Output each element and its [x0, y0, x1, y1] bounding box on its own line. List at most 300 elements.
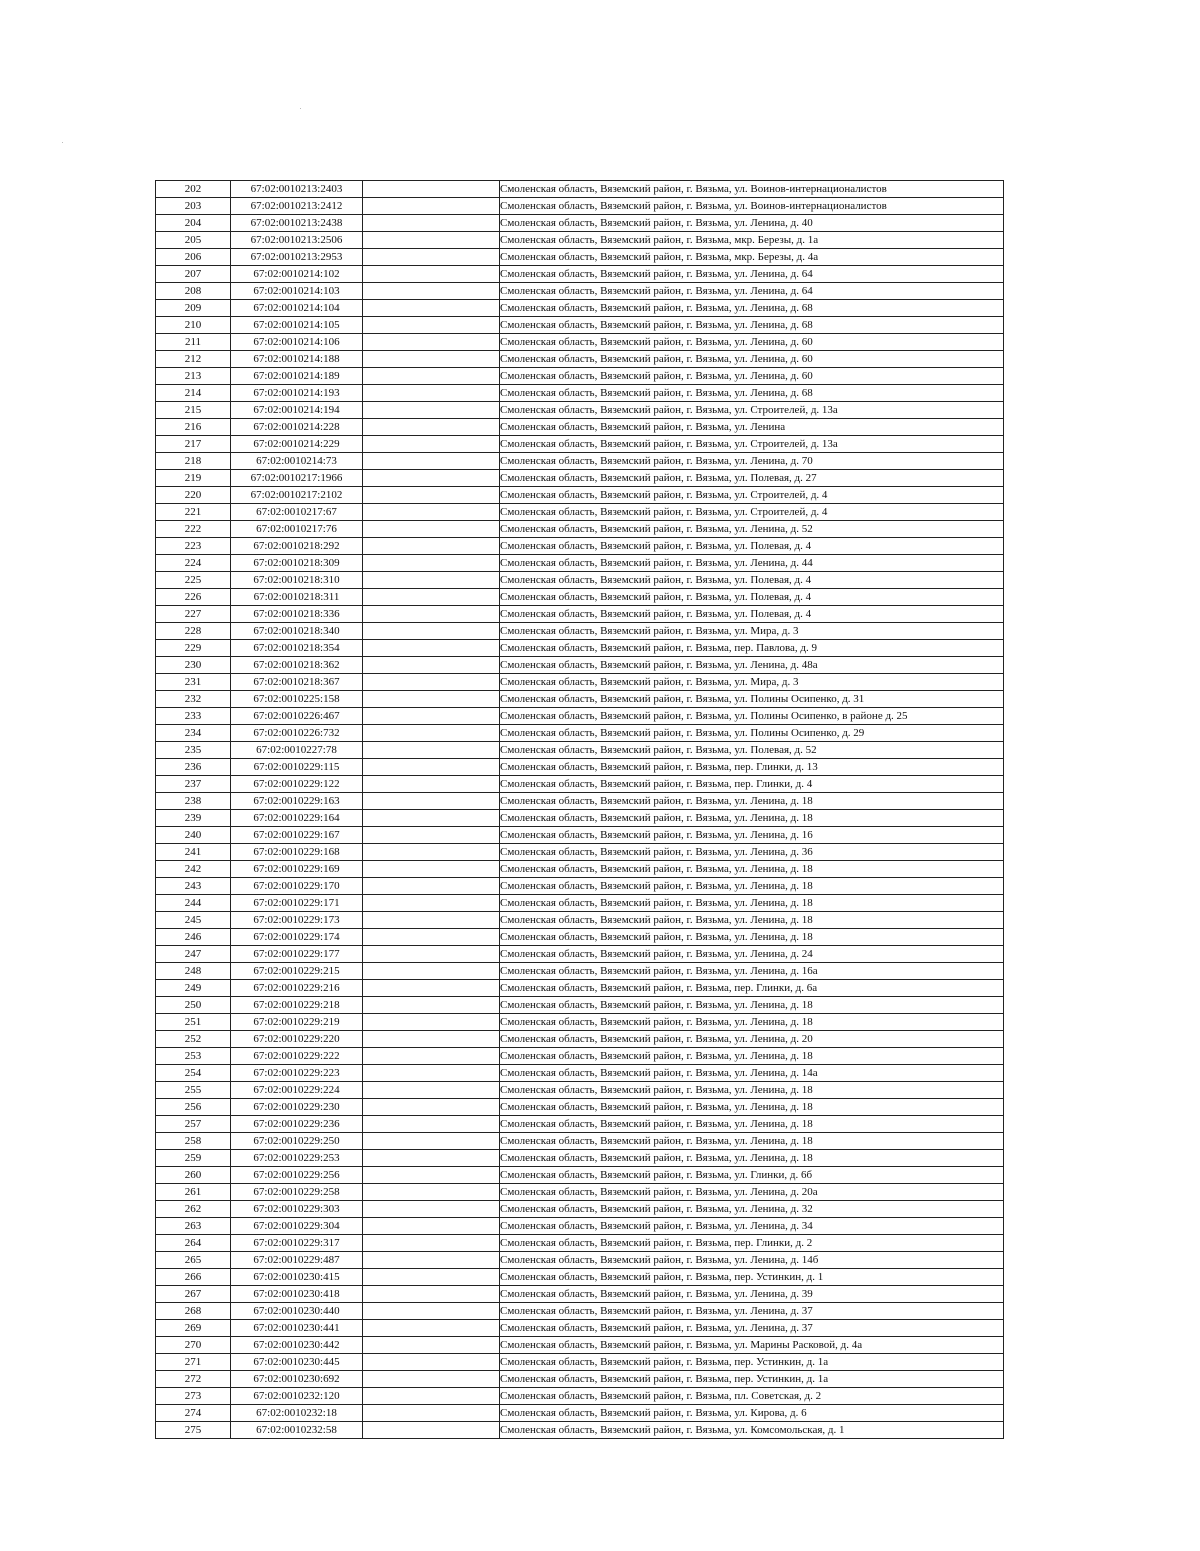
address-cell: Смоленская область, Вяземский район, г. Вязьма, ул. Полевая, д. 4	[500, 606, 1004, 623]
address-cell: Смоленская область, Вяземский район, г. Вязьма, ул. Ленина, д. 18	[500, 1099, 1004, 1116]
empty-cell	[363, 759, 500, 776]
address-cell: Смоленская область, Вяземский район, г. Вязьма, ул. Ленина, д. 18	[500, 1116, 1004, 1133]
table-row	[156, 929, 1004, 946]
table-row	[156, 538, 1004, 555]
cadastral-number-cell: 67:02:0010230:415	[231, 1269, 363, 1286]
empty-cell	[363, 861, 500, 878]
row-number-cell: 208	[156, 283, 231, 300]
table-row	[156, 895, 1004, 912]
cadastral-number-cell: 67:02:0010217:2102	[231, 487, 363, 504]
table-row	[156, 1031, 1004, 1048]
row-number-cell: 227	[156, 606, 231, 623]
empty-cell	[363, 963, 500, 980]
row-number-cell: 256	[156, 1099, 231, 1116]
address-cell: Смоленская область, Вяземский район, г. Вязьма, ул. Полины Осипенко, в районе д. 25	[500, 708, 1004, 725]
address-cell: Смоленская область, Вяземский район, г. Вязьма, ул. Ленина, д. 68	[500, 385, 1004, 402]
address-cell: Смоленская область, Вяземский район, г. Вязьма, пер. Глинки, д. 13	[500, 759, 1004, 776]
cadastral-number-cell: 67:02:0010232:120	[231, 1388, 363, 1405]
table-row	[156, 1167, 1004, 1184]
table-row	[156, 810, 1004, 827]
address-cell: Смоленская область, Вяземский район, г. Вязьма, ул. Полины Осипенко, д. 29	[500, 725, 1004, 742]
row-number-cell: 209	[156, 300, 231, 317]
row-number-cell: 234	[156, 725, 231, 742]
cadastral-number-cell: 67:02:0010232:18	[231, 1405, 363, 1422]
empty-cell	[363, 708, 500, 725]
row-number-cell: 226	[156, 589, 231, 606]
row-number-cell: 271	[156, 1354, 231, 1371]
cadastral-number-cell: 67:02:0010229:170	[231, 878, 363, 895]
cadastral-number-cell: 67:02:0010214:194	[231, 402, 363, 419]
address-cell: Смоленская область, Вяземский район, г. Вязьма, ул. Ленина, д. 18	[500, 1048, 1004, 1065]
empty-cell	[363, 1048, 500, 1065]
row-number-cell: 255	[156, 1082, 231, 1099]
cadastral-number-cell: 67:02:0010218:362	[231, 657, 363, 674]
row-number-cell: 203	[156, 198, 231, 215]
row-number-cell: 205	[156, 232, 231, 249]
row-number-cell: 217	[156, 436, 231, 453]
cadastral-number-cell: 67:02:0010226:467	[231, 708, 363, 725]
cadastral-number-cell: 67:02:0010229:218	[231, 997, 363, 1014]
table-row	[156, 725, 1004, 742]
empty-cell	[363, 572, 500, 589]
row-number-cell: 274	[156, 1405, 231, 1422]
address-cell: Смоленская область, Вяземский район, г. Вязьма, ул. Полевая, д. 4	[500, 572, 1004, 589]
empty-cell	[363, 1354, 500, 1371]
table-row	[156, 198, 1004, 215]
address-cell: Смоленская область, Вяземский район, г. Вязьма, ул. Ленина, д. 60	[500, 334, 1004, 351]
empty-cell	[363, 1252, 500, 1269]
row-number-cell: 239	[156, 810, 231, 827]
table-row	[156, 1184, 1004, 1201]
cadastral-number-cell: 67:02:0010229:163	[231, 793, 363, 810]
table-row	[156, 181, 1004, 198]
cadastral-number-cell: 67:02:0010213:2506	[231, 232, 363, 249]
empty-cell	[363, 793, 500, 810]
empty-cell	[363, 1116, 500, 1133]
row-number-cell: 228	[156, 623, 231, 640]
address-cell: Смоленская область, Вяземский район, г. Вязьма, ул. Ленина, д. 60	[500, 351, 1004, 368]
empty-cell	[363, 980, 500, 997]
cadastral-number-cell: 67:02:0010214:103	[231, 283, 363, 300]
table-row	[156, 1337, 1004, 1354]
empty-cell	[363, 215, 500, 232]
cadastral-number-cell: 67:02:0010218:292	[231, 538, 363, 555]
table-row	[156, 1235, 1004, 1252]
address-cell: Смоленская область, Вяземский район, г. Вязьма, пер. Устинкин, д. 1	[500, 1269, 1004, 1286]
row-number-cell: 265	[156, 1252, 231, 1269]
table-row	[156, 963, 1004, 980]
empty-cell	[363, 606, 500, 623]
row-number-cell: 248	[156, 963, 231, 980]
empty-cell	[363, 283, 500, 300]
address-cell: Смоленская область, Вяземский район, г. Вязьма, пер. Глинки, д. 4	[500, 776, 1004, 793]
cadastral-number-cell: 67:02:0010218:311	[231, 589, 363, 606]
empty-cell	[363, 351, 500, 368]
cadastral-number-cell: 67:02:0010229:219	[231, 1014, 363, 1031]
table-row	[156, 674, 1004, 691]
empty-cell	[363, 997, 500, 1014]
table-row	[156, 572, 1004, 589]
cadastral-number-cell: 67:02:0010229:222	[231, 1048, 363, 1065]
address-cell: Смоленская область, Вяземский район, г. Вязьма, ул. Ленина, д. 36	[500, 844, 1004, 861]
empty-cell	[363, 657, 500, 674]
address-cell: Смоленская область, Вяземский район, г. Вязьма, ул. Ленина, д. 18	[500, 912, 1004, 929]
table-row	[156, 300, 1004, 317]
cadastral-number-cell: 67:02:0010214:189	[231, 368, 363, 385]
row-number-cell: 259	[156, 1150, 231, 1167]
row-number-cell: 215	[156, 402, 231, 419]
row-number-cell: 242	[156, 861, 231, 878]
table-row	[156, 606, 1004, 623]
empty-cell	[363, 1014, 500, 1031]
table-row	[156, 912, 1004, 929]
cadastral-number-cell: 67:02:0010213:2403	[231, 181, 363, 198]
row-number-cell: 220	[156, 487, 231, 504]
table-row	[156, 1388, 1004, 1405]
address-cell: Смоленская область, Вяземский район, г. Вязьма, ул. Ленина, д. 32	[500, 1201, 1004, 1218]
address-cell: Смоленская область, Вяземский район, г. Вязьма, ул. Ленина, д. 37	[500, 1303, 1004, 1320]
row-number-cell: 218	[156, 453, 231, 470]
row-number-cell: 231	[156, 674, 231, 691]
row-number-cell: 235	[156, 742, 231, 759]
table-row	[156, 827, 1004, 844]
address-cell: Смоленская область, Вяземский район, г. Вязьма, ул. Ленина, д. 52	[500, 521, 1004, 538]
cadastral-number-cell: 67:02:0010217:1966	[231, 470, 363, 487]
empty-cell	[363, 1303, 500, 1320]
cadastral-number-cell: 67:02:0010230:418	[231, 1286, 363, 1303]
address-cell: Смоленская область, Вяземский район, г. Вязьма, ул. Ленина, д. 18	[500, 1150, 1004, 1167]
address-cell: Смоленская область, Вяземский район, г. Вязьма, ул. Полевая, д. 52	[500, 742, 1004, 759]
cadastral-number-cell: 67:02:0010229:216	[231, 980, 363, 997]
empty-cell	[363, 1422, 500, 1439]
table-row	[156, 1405, 1004, 1422]
table-row	[156, 1099, 1004, 1116]
cadastral-number-cell: 67:02:0010229:169	[231, 861, 363, 878]
address-cell: Смоленская область, Вяземский район, г. Вязьма, мкр. Березы, д. 4а	[500, 249, 1004, 266]
empty-cell	[363, 623, 500, 640]
empty-cell	[363, 1031, 500, 1048]
cadastral-number-cell: 67:02:0010229:167	[231, 827, 363, 844]
empty-cell	[363, 1371, 500, 1388]
empty-cell	[363, 1269, 500, 1286]
cadastral-number-cell: 67:02:0010213:2438	[231, 215, 363, 232]
cadastral-number-cell: 67:02:0010217:76	[231, 521, 363, 538]
cadastral-number-cell: 67:02:0010218:340	[231, 623, 363, 640]
row-number-cell: 222	[156, 521, 231, 538]
address-cell: Смоленская область, Вяземский район, г. Вязьма, ул. Кирова, д. 6	[500, 1405, 1004, 1422]
cadastral-number-cell: 67:02:0010217:67	[231, 504, 363, 521]
table-row	[156, 504, 1004, 521]
table-row	[156, 946, 1004, 963]
table-row	[156, 521, 1004, 538]
row-number-cell: 273	[156, 1388, 231, 1405]
address-cell: Смоленская область, Вяземский район, г. Вязьма, ул. Ленина, д. 18	[500, 895, 1004, 912]
row-number-cell: 268	[156, 1303, 231, 1320]
empty-cell	[363, 589, 500, 606]
address-cell: Смоленская область, Вяземский район, г. Вязьма, ул. Ленина, д. 39	[500, 1286, 1004, 1303]
cadastral-number-cell: 67:02:0010230:440	[231, 1303, 363, 1320]
cadastral-number-cell: 67:02:0010214:188	[231, 351, 363, 368]
cadastral-number-cell: 67:02:0010230:692	[231, 1371, 363, 1388]
address-cell: Смоленская область, Вяземский район, г. Вязьма, ул. Строителей, д. 13а	[500, 436, 1004, 453]
empty-cell	[363, 742, 500, 759]
address-cell: Смоленская область, Вяземский район, г. Вязьма, ул. Ленина, д. 14б	[500, 1252, 1004, 1269]
table-row	[156, 1048, 1004, 1065]
empty-cell	[363, 300, 500, 317]
address-cell: Смоленская область, Вяземский район, г. Вязьма, ул. Ленина, д. 68	[500, 317, 1004, 334]
cadastral-number-cell: 67:02:0010229:256	[231, 1167, 363, 1184]
empty-cell	[363, 266, 500, 283]
address-cell: Смоленская область, Вяземский район, г. Вязьма, ул. Ленина, д. 37	[500, 1320, 1004, 1337]
address-cell: Смоленская область, Вяземский район, г. Вязьма, ул. Ленина, д. 18	[500, 1133, 1004, 1150]
address-cell: Смоленская область, Вяземский район, г. Вязьма, ул. Полевая, д. 4	[500, 589, 1004, 606]
cadastral-number-cell: 67:02:0010218:354	[231, 640, 363, 657]
cadastral-number-cell: 67:02:0010218:309	[231, 555, 363, 572]
row-number-cell: 249	[156, 980, 231, 997]
table-row	[156, 1252, 1004, 1269]
table-row	[156, 334, 1004, 351]
table-row	[156, 436, 1004, 453]
cadastral-number-cell: 67:02:0010229:115	[231, 759, 363, 776]
row-number-cell: 260	[156, 1167, 231, 1184]
empty-cell	[363, 1388, 500, 1405]
row-number-cell: 246	[156, 929, 231, 946]
table-row	[156, 1422, 1004, 1439]
cadastral-number-cell: 67:02:0010229:168	[231, 844, 363, 861]
empty-cell	[363, 1320, 500, 1337]
empty-cell	[363, 555, 500, 572]
table-row	[156, 1082, 1004, 1099]
cadastral-number-cell: 67:02:0010229:487	[231, 1252, 363, 1269]
table-row	[156, 402, 1004, 419]
empty-cell	[363, 334, 500, 351]
table-row	[156, 997, 1004, 1014]
cadastral-number-cell: 67:02:0010230:441	[231, 1320, 363, 1337]
cadastral-number-cell: 67:02:0010214:104	[231, 300, 363, 317]
row-number-cell: 223	[156, 538, 231, 555]
address-cell: Смоленская область, Вяземский район, г. Вязьма, ул. Ленина, д. 16а	[500, 963, 1004, 980]
empty-cell	[363, 1405, 500, 1422]
cadastral-number-cell: 67:02:0010229:171	[231, 895, 363, 912]
table-row	[156, 776, 1004, 793]
row-number-cell: 269	[156, 1320, 231, 1337]
scan-speck	[300, 108, 301, 109]
cadastral-number-cell: 67:02:0010214:73	[231, 453, 363, 470]
address-cell: Смоленская область, Вяземский район, г. Вязьма, пер. Глинки, д. 2	[500, 1235, 1004, 1252]
row-number-cell: 247	[156, 946, 231, 963]
table-row	[156, 623, 1004, 640]
table-row	[156, 1218, 1004, 1235]
cadastral-number-cell: 67:02:0010214:102	[231, 266, 363, 283]
address-cell: Смоленская область, Вяземский район, г. Вязьма, ул. Ленина, д. 64	[500, 266, 1004, 283]
row-number-cell: 216	[156, 419, 231, 436]
registry-table	[155, 180, 1004, 1439]
cadastral-number-cell: 67:02:0010229:230	[231, 1099, 363, 1116]
empty-cell	[363, 1167, 500, 1184]
empty-cell	[363, 640, 500, 657]
empty-cell	[363, 1184, 500, 1201]
address-cell: Смоленская область, Вяземский район, г. Вязьма, ул. Строителей, д. 13а	[500, 402, 1004, 419]
cadastral-number-cell: 67:02:0010230:442	[231, 1337, 363, 1354]
row-number-cell: 233	[156, 708, 231, 725]
table-row	[156, 453, 1004, 470]
empty-cell	[363, 776, 500, 793]
row-number-cell: 214	[156, 385, 231, 402]
cadastral-number-cell: 67:02:0010229:173	[231, 912, 363, 929]
address-cell: Смоленская область, Вяземский район, г. Вязьма, ул. Строителей, д. 4	[500, 504, 1004, 521]
address-cell: Смоленская область, Вяземский район, г. Вязьма, ул. Ленина, д. 48а	[500, 657, 1004, 674]
empty-cell	[363, 385, 500, 402]
address-cell: Смоленская область, Вяземский район, г. Вязьма, ул. Мира, д. 3	[500, 623, 1004, 640]
address-cell: Смоленская область, Вяземский район, г. Вязьма, ул. Глинки, д. 6б	[500, 1167, 1004, 1184]
address-cell: Смоленская область, Вяземский район, г. Вязьма, ул. Ленина, д. 18	[500, 861, 1004, 878]
cadastral-number-cell: 67:02:0010229:164	[231, 810, 363, 827]
row-number-cell: 230	[156, 657, 231, 674]
table-row	[156, 742, 1004, 759]
table-row	[156, 1116, 1004, 1133]
empty-cell	[363, 827, 500, 844]
table-row	[156, 419, 1004, 436]
empty-cell	[363, 232, 500, 249]
cadastral-number-cell: 67:02:0010218:336	[231, 606, 363, 623]
empty-cell	[363, 1235, 500, 1252]
table-row	[156, 368, 1004, 385]
table-row	[156, 1320, 1004, 1337]
row-number-cell: 266	[156, 1269, 231, 1286]
table-row	[156, 1150, 1004, 1167]
cadastral-number-cell: 67:02:0010229:220	[231, 1031, 363, 1048]
row-number-cell: 238	[156, 793, 231, 810]
cadastral-number-cell: 67:02:0010218:367	[231, 674, 363, 691]
cadastral-number-cell: 67:02:0010229:215	[231, 963, 363, 980]
table-row	[156, 844, 1004, 861]
table-row	[156, 878, 1004, 895]
table-row	[156, 861, 1004, 878]
empty-cell	[363, 1286, 500, 1303]
address-cell: Смоленская область, Вяземский район, г. Вязьма, пл. Советская, д. 2	[500, 1388, 1004, 1405]
empty-cell	[363, 368, 500, 385]
empty-cell	[363, 1218, 500, 1235]
address-cell: Смоленская область, Вяземский район, г. Вязьма, ул. Ленина, д. 44	[500, 555, 1004, 572]
address-cell: Смоленская область, Вяземский район, г. Вязьма, ул. Ленина, д. 24	[500, 946, 1004, 963]
address-cell: Смоленская область, Вяземский район, г. Вязьма, ул. Ленина, д. 70	[500, 453, 1004, 470]
address-cell: Смоленская область, Вяземский район, г. Вязьма, ул. Марины Расковой, д. 4а	[500, 1337, 1004, 1354]
table-row	[156, 1269, 1004, 1286]
empty-cell	[363, 470, 500, 487]
empty-cell	[363, 878, 500, 895]
empty-cell	[363, 1201, 500, 1218]
row-number-cell: 232	[156, 691, 231, 708]
cadastral-number-cell: 67:02:0010218:310	[231, 572, 363, 589]
table-row	[156, 1371, 1004, 1388]
address-cell: Смоленская область, Вяземский район, г. Вязьма, ул. Ленина, д. 40	[500, 215, 1004, 232]
cadastral-number-cell: 67:02:0010229:174	[231, 929, 363, 946]
table-row	[156, 1303, 1004, 1320]
cadastral-number-cell: 67:02:0010229:177	[231, 946, 363, 963]
cadastral-number-cell: 67:02:0010227:78	[231, 742, 363, 759]
table-row	[156, 1201, 1004, 1218]
table-row	[156, 385, 1004, 402]
row-number-cell: 244	[156, 895, 231, 912]
table-row	[156, 487, 1004, 504]
table-row	[156, 1354, 1004, 1371]
empty-cell	[363, 504, 500, 521]
cadastral-number-cell: 67:02:0010229:250	[231, 1133, 363, 1150]
address-cell: Смоленская область, Вяземский район, г. Вязьма, ул. Ленина, д. 16	[500, 827, 1004, 844]
table-row	[156, 640, 1004, 657]
table-row	[156, 470, 1004, 487]
row-number-cell: 219	[156, 470, 231, 487]
cadastral-number-cell: 67:02:0010229:253	[231, 1150, 363, 1167]
empty-cell	[363, 181, 500, 198]
row-number-cell: 229	[156, 640, 231, 657]
cadastral-number-cell: 67:02:0010229:122	[231, 776, 363, 793]
row-number-cell: 262	[156, 1201, 231, 1218]
table-row	[156, 351, 1004, 368]
cadastral-number-cell: 67:02:0010214:228	[231, 419, 363, 436]
empty-cell	[363, 198, 500, 215]
row-number-cell: 224	[156, 555, 231, 572]
cadastral-number-cell: 67:02:0010214:106	[231, 334, 363, 351]
table-row	[156, 232, 1004, 249]
row-number-cell: 261	[156, 1184, 231, 1201]
address-cell: Смоленская область, Вяземский район, г. Вязьма, ул. Полевая, д. 27	[500, 470, 1004, 487]
address-cell: Смоленская область, Вяземский район, г. Вязьма, ул. Ленина, д. 18	[500, 878, 1004, 895]
cadastral-number-cell: 67:02:0010229:236	[231, 1116, 363, 1133]
cadastral-number-cell: 67:02:0010229:303	[231, 1201, 363, 1218]
row-number-cell: 221	[156, 504, 231, 521]
table-row	[156, 1065, 1004, 1082]
table-row	[156, 793, 1004, 810]
row-number-cell: 237	[156, 776, 231, 793]
empty-cell	[363, 1337, 500, 1354]
table-row	[156, 215, 1004, 232]
row-number-cell: 204	[156, 215, 231, 232]
cadastral-number-cell: 67:02:0010213:2412	[231, 198, 363, 215]
cadastral-number-cell: 67:02:0010230:445	[231, 1354, 363, 1371]
row-number-cell: 240	[156, 827, 231, 844]
row-number-cell: 254	[156, 1065, 231, 1082]
row-number-cell: 241	[156, 844, 231, 861]
cadastral-number-cell: 67:02:0010214:193	[231, 385, 363, 402]
cadastral-number-cell: 67:02:0010229:224	[231, 1082, 363, 1099]
row-number-cell: 253	[156, 1048, 231, 1065]
address-cell: Смоленская область, Вяземский район, г. Вязьма, ул. Ленина, д. 20а	[500, 1184, 1004, 1201]
cadastral-number-cell: 67:02:0010225:158	[231, 691, 363, 708]
empty-cell	[363, 1065, 500, 1082]
empty-cell	[363, 725, 500, 742]
address-cell: Смоленская область, Вяземский район, г. Вязьма, ул. Ленина, д. 14а	[500, 1065, 1004, 1082]
row-number-cell: 272	[156, 1371, 231, 1388]
address-cell: Смоленская область, Вяземский район, г. Вязьма, ул. Ленина, д. 18	[500, 793, 1004, 810]
empty-cell	[363, 1133, 500, 1150]
table-row	[156, 249, 1004, 266]
address-cell: Смоленская область, Вяземский район, г. Вязьма, ул. Ленина, д. 60	[500, 368, 1004, 385]
row-number-cell: 212	[156, 351, 231, 368]
row-number-cell: 257	[156, 1116, 231, 1133]
empty-cell	[363, 895, 500, 912]
row-number-cell: 250	[156, 997, 231, 1014]
row-number-cell: 211	[156, 334, 231, 351]
row-number-cell: 251	[156, 1014, 231, 1031]
empty-cell	[363, 674, 500, 691]
address-cell: Смоленская область, Вяземский район, г. Вязьма, ул. Ленина, д. 18	[500, 1014, 1004, 1031]
scan-speck	[62, 142, 63, 143]
address-cell: Смоленская область, Вяземский район, г. Вязьма, ул. Ленина, д. 18	[500, 810, 1004, 827]
empty-cell	[363, 419, 500, 436]
empty-cell	[363, 249, 500, 266]
empty-cell	[363, 946, 500, 963]
